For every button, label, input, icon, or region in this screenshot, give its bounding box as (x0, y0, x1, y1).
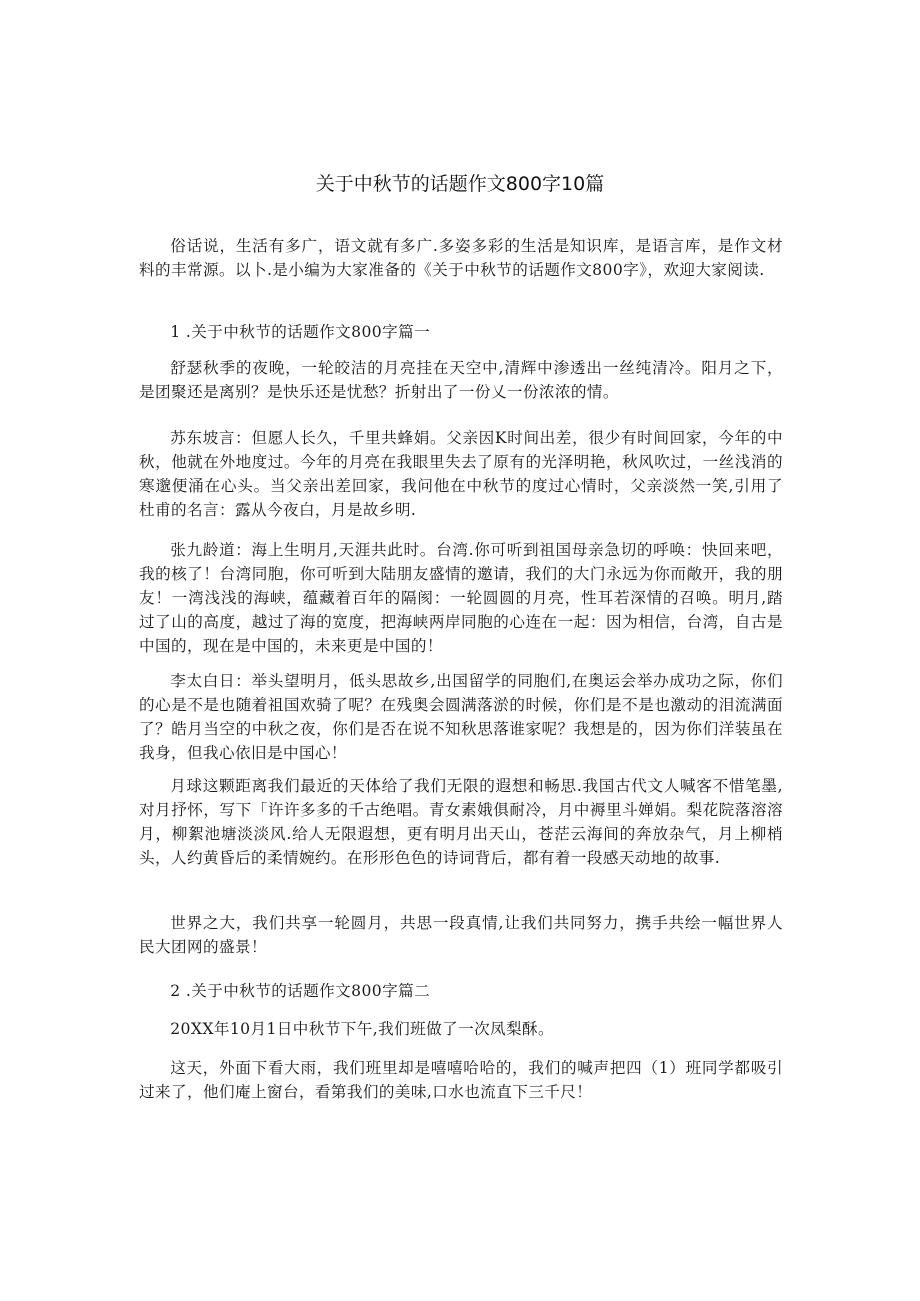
section-2-heading: 2 .关于中秋节的话题作文800字篇二 (170, 982, 431, 1000)
document-title: 关于中秋节的话题作文800字10篇 (315, 173, 605, 195)
section-2-paragraph-2: 这天，外面下看大雨，我们班里却是嘻嘻哈哈的，我们的喊声把四（1）班同学都吸引过来了，他们庵上窗台，看第我们的美味,口水也流直下三千尺！ (139, 1059, 783, 1101)
section-1-paragraph-5: 月球这颗距离我们最近的天体给了我们无限的遐想和畅思.我国古代文人喊客不惜笔墨,对月抒怀，写下「许许多多的千古绝唱。青女素娥俱耐冷，月中褥里斗婵娟。梨花院落溶溶月，柳絮池塘淡淡风.给人无限遐想，更有明月出天山，苍茫云海间的奔放杂气，月上柳梢头，人约黄昏后的柔情婉约。在形形色色的诗词背后，都有着一段感天动地的故事. (139, 777, 783, 867)
section-1-paragraph-6: 世界之大，我们共享一轮圆月，共思一段真情,让我们共同努力，携手共绘一幅世界人民大团网的盛景！ (139, 914, 783, 956)
section-1-paragraph-1: 舒瑟秋季的夜晚，一轮皎洁的月亮挂在天空中,清辉中渗透出一丝纯清冷。阳月之下，是团聚还是离别？是快乐还是忧愁？折射出了一份乂一份浓浓的情。 (139, 359, 783, 401)
section-1-paragraph-2: 苏东坡言：但愿人长久，千里共蜂娟。父亲因K时间出差，很少有时间回家，今年的中秋，他就在外地度过。今年的月亮在我眼里失去了原有的光泽明艳，秋风吹过，一丝浅消的寒邈便涌在心头。当父亲出差回家，我问他在中秋节的度过心情时，父亲淡然一笑,引用了杜甫的名言：露从今夜白，月是故乡明. (139, 429, 783, 519)
section-1-paragraph-3: 张九龄道：海上生明月,天涯共此时。台湾.你可听到祖国母亲急切的呼唤：快回来吧，我的核了！台湾同胞，你可听到大陆朋友盛情的邀请，我们的大门永远为你而敞开，我的朋友！一湾浅浅的海峡，蕴藏着百年的隔阂：一轮圆圆的月亮，性耳若深情的召唤。明月,踏过了山的高度，越过了海的宽度，把海峡两岸同胞的心连在一起：因为相信，台湾，自古是中国的，现在是中国的，未来更是中国的！ (139, 541, 783, 655)
intro-paragraph: 俗话说，生活有多广，语文就有多广.多姿多彩的生活是知识库，是语言库，是作文材料的丰常源。以卜.是小编为大家准备的《关于中秋节的话题作文800字》，欢迎大家阅读. (139, 237, 783, 279)
section-1-heading: 1 .关于中秋节的话题作文800字篇一 (170, 323, 431, 341)
section-1-paragraph-4: 李太白日：举头望明月，低头思故乡,出国留学的同胞们,在奥运会举办成功之际，你们的心是不是也随着祖国欢骑了呢？在残奥会圆满落淤的时候，你们是不是也激动的泪流满面了？皓月当空的中秋之夜，你们是否在说不知秋思落谁家呢？我想是的，因为你们洋装虽在我身，但我心依旧是中国心！ (139, 672, 783, 762)
section-2-paragraph-1: 20XX年10月1日中秋节下午,我们班做了一次凤梨酥。 (170, 1020, 555, 1038)
